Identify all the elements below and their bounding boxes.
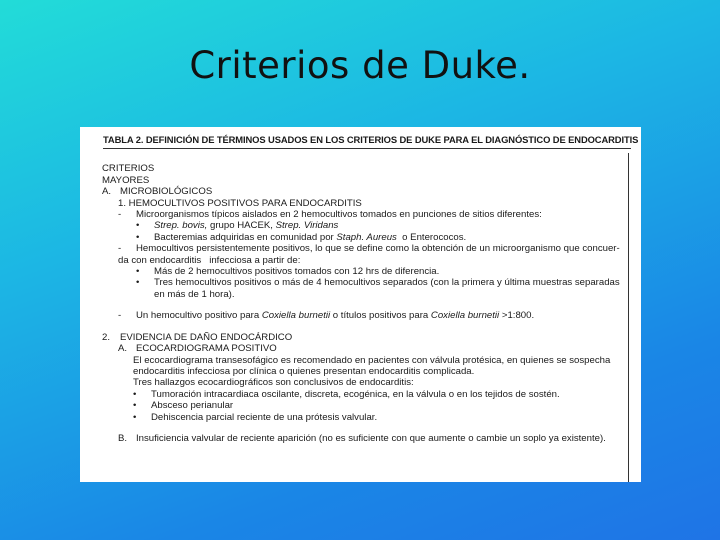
- bullet-text: grupo HACEK,: [207, 220, 276, 232]
- section-label: EVIDENCIA DE DAÑO ENDOCÁRDICO: [120, 331, 293, 343]
- bullet-text: Absceso perianular: [151, 400, 234, 412]
- bullet-marker: •: [136, 277, 140, 289]
- bullet-item: [102, 389, 631, 400]
- table-heading: TABLA 2. DEFINICIÓN DE TÉRMINOS USADOS EN LOS CRITERIOS DE DUKE PARA EL DIAGNÓSTICO DE ENDOCARDITIS: [103, 134, 631, 149]
- paragraph-line: El ecocardiograma transesofágico es recomendado en pacientes con válvula protésica, en quienes se sospecha: [133, 354, 611, 366]
- bullet-marker: •: [133, 388, 137, 400]
- dash-item-text-italic: Coxiella burnetii: [430, 310, 500, 322]
- mayores-label: MAYORES: [102, 174, 150, 186]
- dash-item-text: da con endocarditis infecciosa a partir de:: [118, 254, 301, 266]
- hemocultivos-heading: 1. HEMOCULTIVOS POSITIVOS PARA ENDOCARDITIS: [118, 197, 362, 209]
- criterios-label: CRITERIOS: [102, 163, 155, 175]
- section-label: MICROBIOLÓGICOS: [120, 186, 213, 198]
- subsection-text: Insuficiencia valvular de reciente aparición (no es suficiente con que aumente o cambie un soplo ya existente).: [136, 432, 606, 444]
- dash-item-continuation: [102, 255, 631, 266]
- table-right-border: [628, 153, 629, 482]
- paragraph-line: Tres hallazgos ecocardiográficos son conclusivos de endocarditis:: [133, 377, 414, 389]
- bullet-item-continuation: [102, 289, 631, 300]
- bullet-item: [102, 266, 631, 277]
- bullet-marker: •: [136, 220, 140, 232]
- bullet-text: Más de 2 hemocultivos positivos tomados con 12 hrs de diferencia.: [154, 266, 440, 278]
- bullet-text: Dehiscencia parcial reciente de una prótesis valvular.: [151, 411, 378, 423]
- slide-title: Criterios de Duke.: [189, 44, 531, 87]
- paragraph-line: endocarditis infecciosa por clínica o quienes presentan endocarditis complicada.: [133, 365, 475, 377]
- dash-item-text: >1:800.: [499, 310, 535, 322]
- section-2-evidencia: [102, 332, 631, 343]
- dash-item-text: o títulos positivos para: [330, 310, 431, 322]
- bullet-marker: •: [133, 411, 137, 423]
- bullet-text: en más de 1 hora).: [154, 288, 235, 300]
- bullet-text-italic: Strep. bovis,: [154, 220, 208, 232]
- section-a-microbiologicos: [102, 186, 631, 197]
- bullet-marker: •: [136, 266, 140, 278]
- bullet-item: [102, 232, 631, 243]
- document-table: [80, 127, 641, 482]
- dash-item: [102, 310, 631, 321]
- bullet-text: Tumoración intracardiaca oscilante, discreta, ecogénica, en la válvula o en los tejidos de sostén.: [151, 388, 560, 400]
- subsection-label: ECOCARDIOGRAMA POSITIVO: [136, 343, 277, 355]
- bullet-text: Bacteremias adquiridas en comunidad por: [154, 231, 337, 243]
- subsection-a-ecocardiograma: [102, 343, 631, 354]
- section-marker: A.: [102, 186, 112, 198]
- dash-marker: -: [118, 209, 122, 221]
- subsection-b-insuficiencia: [102, 433, 631, 444]
- bullet-marker: •: [136, 231, 140, 243]
- bullet-item: [102, 400, 631, 411]
- dash-item-text: Un hemocultivo positivo para: [136, 310, 262, 322]
- dash-item-text-italic: Coxiella burnetii: [261, 310, 331, 322]
- spacer: [102, 423, 631, 433]
- spacer: [102, 322, 631, 332]
- bullet-text: Tres hemocultivos positivos o más de 4 hemocultivos separados (con la primera y última muestras separadas: [154, 277, 620, 289]
- bullet-item: [102, 412, 631, 423]
- subsection-marker: A.: [118, 343, 128, 355]
- dash-item: [102, 209, 631, 220]
- section-marker: 2.: [102, 331, 111, 343]
- bullet-item: [102, 277, 631, 288]
- bullet-text-italic: Staph. Aureus: [336, 231, 397, 243]
- subsection-marker: B.: [118, 432, 128, 444]
- dash-marker: -: [118, 310, 122, 322]
- spacer: [102, 300, 631, 310]
- dash-item: [102, 243, 631, 254]
- bullet-text-italic: Strep. Viridans: [275, 220, 339, 232]
- bullet-item: [102, 220, 631, 231]
- bullet-text: o Enterococos.: [396, 231, 467, 243]
- dash-item-text: Hemocultivos persistentemente positivos, lo que se define como la obtención de un microorganismo que concuer-: [136, 243, 620, 255]
- dash-item-text: Microorganismos típicos aislados en 2 hemocultivos tomados en punciones de sitios diferentes:: [136, 209, 542, 221]
- dash-marker: -: [118, 243, 122, 255]
- bullet-marker: •: [133, 400, 137, 412]
